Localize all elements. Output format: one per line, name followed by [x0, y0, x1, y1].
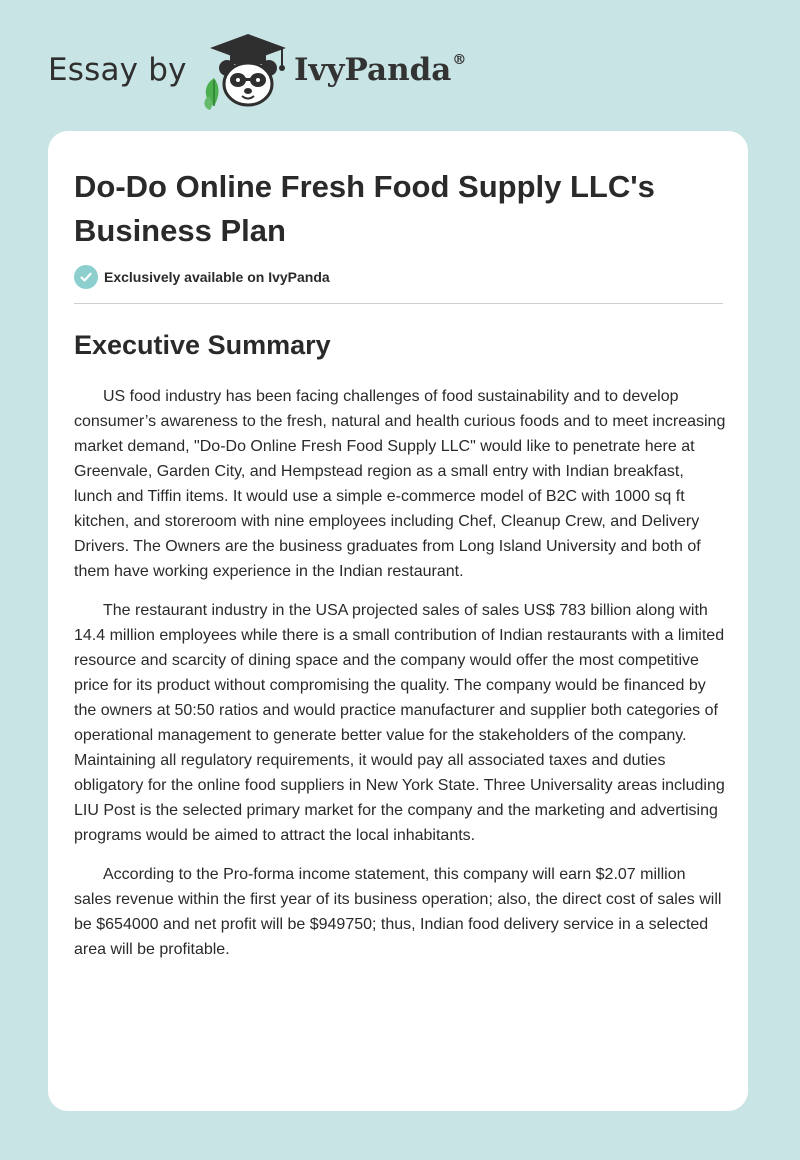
check-circle-icon	[74, 265, 98, 289]
article-body	[74, 384, 726, 976]
exclusive-badge	[74, 264, 330, 290]
paragraph: According to the Pro-forma income statement, this company will earn $2.07 million sales revenue within the first year of its business operation; also, the direct cost of sales will be $654000 and net profit will be $949750; thus, Indian food delivery service in a selected area will be profitable.	[74, 866, 722, 958]
page-title: Do-Do Online Fresh Food Supply LLC's Business Plan	[74, 169, 655, 248]
brand-text: IvyPanda	[294, 52, 452, 88]
paragraph: The restaurant industry in the USA projected sales of sales US$ 783 billion along with 14.4 million employees while there is a small contribution of Indian restaurants with a limited resource and scarcity of dining space and the company would offer the most competitive price for its product without compromising the quality. The company would be financed by the owners at 50:50 ratios and would practice manufacturer and supplier both categories of operational management to generate better value for the stakeholders of the company. Maintaining all regulatory requirements, it would pay all associated taxes and duties obligatory for the online food suppliers in New York State. Three Universality areas including LIU Post is the selected primary market for the company and the marketing and advertising programs would be aimed to attract the local inhabitants.	[74, 602, 725, 844]
article-card	[48, 131, 748, 1111]
site-header	[48, 30, 568, 110]
essay-by-label: Essay by	[48, 52, 187, 88]
paragraph: US food industry has been facing challenges of food sustainability and to develop consumer’s awareness to the fresh, natural and health curious foods and to meet increasing market demand, "Do-Do Online Fresh Food Supply LLC" would like to penetrate here at Greenvale, Garden City, and Hempstead region as a small entry with Indian breakfast, lunch and Tiffin items. It would use a simple e-commerce model of B2C with 1000 sq ft kitchen, and storeroom with nine employees including Chef, Cleanup Crew, and Delivery Drivers. The Owners are the business graduates from Long Island University and both of them have working experience in the Indian restaurant.	[74, 388, 726, 580]
brand-name[interactable]	[294, 52, 466, 88]
registered-mark: ®	[452, 52, 467, 68]
ivypanda-logo-icon[interactable]	[200, 30, 296, 110]
exclusive-badge-text: Exclusively available on IvyPanda	[104, 269, 330, 285]
divider	[74, 303, 723, 304]
section-title: Executive Summary	[74, 330, 331, 360]
